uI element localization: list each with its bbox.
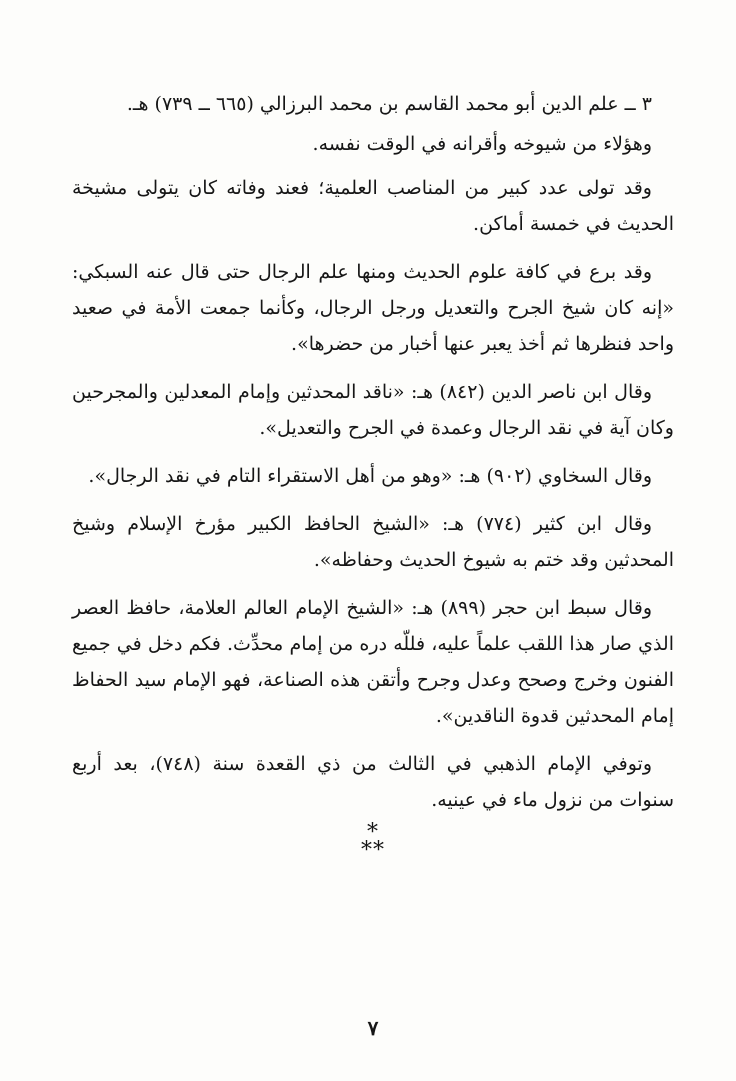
paragraph-sibt-ibn-hajar-quote: وقال سبط ابن حجر (٨٩٩) هـ: «الشيخ الإمام العالم العلامة، حافظ العصر الذي صار هذا اللقب علماً عليه، فللّه دره من إمام محدِّث. فكم دخل في جميع الفنون وخرج وصحح وعدل وجرح وأتقن هذه الصناعة، فهو الإمام سيد الحفاظ إمام المحدثين قدوة الناقدين». <box>72 597 674 727</box>
section-divider-asterisks <box>72 820 674 863</box>
paragraph-teacher-item: ٣ ــ علم الدين أبو محمد القاسم بن محمد البرزالي (٦٦٥ ــ ٧٣٩) هـ. <box>126 93 652 115</box>
page-body <box>72 86 674 1081</box>
divider-bottom-asterisks: ** <box>361 838 385 863</box>
page-number: ٧ <box>367 1016 379 1040</box>
paragraph-sakhawi-quote: وقال السخاوي (٩٠٢) هـ: «وهو من أهل الاستقراء التام في نقد الرجال». <box>88 465 652 487</box>
paragraph-death: وتوفي الإمام الذهبي في الثالث من ذي القعدة سنة (٧٤٨)، بعد أربع سنوات من نزول ماء في عينيه. <box>72 753 674 811</box>
paragraph-teachers-note: وهؤلاء من شيوخه وأقرانه في الوقت نفسه. <box>312 133 652 155</box>
divider-top-asterisk: * <box>367 820 379 845</box>
paragraph-positions: وقد تولى عدد كبير من المناصب العلمية؛ فعند وفاته كان يتولى مشيخة الحديث في خمسة أماكن. <box>72 177 674 235</box>
paragraph-ibn-nasir-quote: وقال ابن ناصر الدين (٨٤٢) هـ: «ناقد المحدثين وإمام المعدلين والمجرحين وكان آية في نقد الرجال وعمدة في الجرح والتعديل». <box>72 381 674 439</box>
paragraph-ibn-kathir-quote: وقال ابن كثير (٧٧٤) هـ: «الشيخ الحافظ الكبير مؤرخ الإسلام وشيخ المحدثين وقد ختم به شيوخ الحديث وحفاظه». <box>72 513 674 571</box>
paragraph-subki-quote: وقد برع في كافة علوم الحديث ومنها علم الرجال حتى قال عنه السبكي: «إنه كان شيخ الجرح والتعديل ورجل الرجال، وكأنما جمعت الأمة في صعيد واحد فنظرها ثم أخذ يعبر عنها أخبار من حضرها». <box>72 261 674 355</box>
